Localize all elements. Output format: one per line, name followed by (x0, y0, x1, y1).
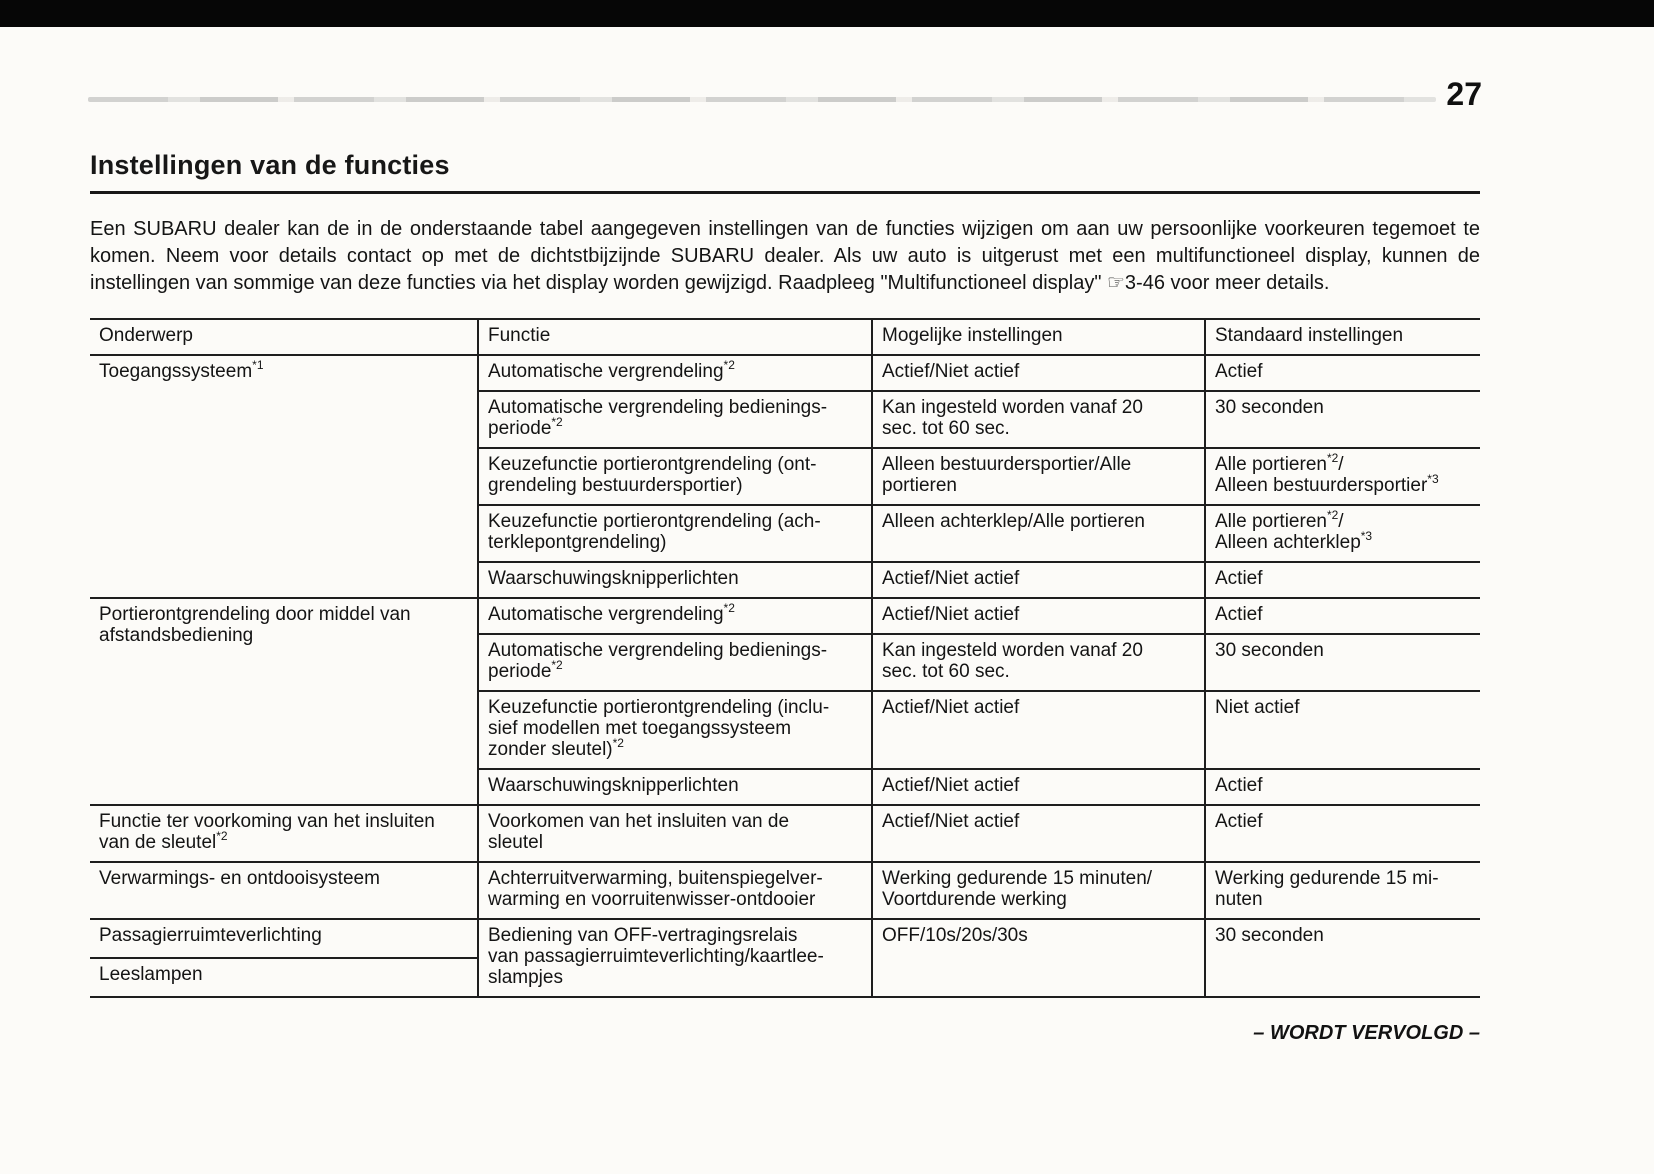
functie-cell: Achterruitverwarming, buitenspiegelver- warming en voorruitenwisser-ontdooier (478, 862, 872, 919)
functie-cell: Voorkomen van het insluiten van de sleutel (478, 805, 872, 862)
mogelijke-cell: Werking gedurende 15 minuten/ Voortdurende werking (872, 862, 1205, 919)
functie-cell: Automatische vergrendeling$^{*2}$ (478, 355, 872, 391)
functie-cell: Waarschuwingsknipperlichten (478, 769, 872, 805)
standaard-cell: 30 seconden (1205, 391, 1480, 448)
mogelijke-cell: Actief/Niet actief (872, 805, 1205, 862)
mogelijke-cell: OFF/10s/20s/30s (872, 919, 1205, 997)
mogelijke-cell: Actief/Niet actief (872, 769, 1205, 805)
mogelijke-cell: Kan ingesteld worden vanaf 20 sec. tot 60 sec. (872, 634, 1205, 691)
column-header-functie: Functie (478, 319, 872, 355)
table-header-row (90, 319, 1480, 355)
page-number: 27 (1446, 76, 1482, 112)
table-row (90, 805, 1480, 862)
functie-cell: Automatische vergrendeling$^{*2}$ (478, 598, 872, 634)
subject-cell: Toegangssysteem$^{*1}$ (90, 355, 478, 598)
subject-cell: Passagierruimteverlichting (90, 919, 478, 958)
standaard-cell: Niet actief (1205, 691, 1480, 769)
standaard-cell: Actief (1205, 562, 1480, 598)
subject-cell: Leeslampen (90, 958, 478, 997)
mogelijke-cell: Alleen bestuurdersportier/Alle portieren (872, 448, 1205, 505)
functie-cell: Automatische vergrendeling bedienings- periode$^{*2}$ (478, 634, 872, 691)
scan-artifact-line (88, 97, 1436, 102)
mogelijke-cell: Actief/Niet actief (872, 691, 1205, 769)
continued-footer: – WORDT VERVOLGD – (1253, 1022, 1480, 1044)
standaard-cell: Actief (1205, 805, 1480, 862)
functie-cell: Keuzefunctie portierontgrendeling (ont- grendeling bestuurdersportier) (478, 448, 872, 505)
standaard-cell: 30 seconden (1205, 634, 1480, 691)
subject-cell: Verwarmings- en ontdooisysteem (90, 862, 478, 919)
column-header-standaard-instellingen: Standaard instellingen (1205, 319, 1480, 355)
page-content (90, 150, 1480, 998)
top-black-bar (0, 0, 1654, 27)
intro-paragraph: Een SUBARU dealer kan de in de onderstaande tabel aangegeven instellingen van de functies wijzigen om aan uw persoonlijke voorkeuren tegemoet te komen. Neem voor details contact op met de dichtstbijzijnde SUBARU dealer. Als uw auto is uitgerust met een multifunctioneel display, kunnen de instellingen van sommige van deze functies via het display worden gewijzigd. Raadpleeg "Multifunctioneel display" ☞3-46 voor meer details. (90, 218, 1480, 294)
page-title: Instellingen van de functies (90, 150, 1480, 194)
subject-cell: Portierontgrendeling door middel van afstandsbediening (90, 598, 478, 805)
standaard-cell: Alle portieren$^{*2}$/ Alleen bestuurdersportier$^{*3}$ (1205, 448, 1480, 505)
mogelijke-cell: Actief/Niet actief (872, 562, 1205, 598)
column-header-onderwerp: Onderwerp (90, 319, 478, 355)
standaard-cell: Actief (1205, 355, 1480, 391)
table-row (90, 598, 1480, 634)
table-row (90, 919, 1480, 958)
mogelijke-cell: Kan ingesteld worden vanaf 20 sec. tot 60 sec. (872, 391, 1205, 448)
standaard-cell: Alle portieren$^{*2}$/ Alleen achterklep$^{*3}$ (1205, 505, 1480, 562)
column-header-mogelijke-instellingen: Mogelijke instellingen (872, 319, 1205, 355)
table-row (90, 355, 1480, 391)
standaard-cell: Werking gedurende 15 mi- nuten (1205, 862, 1480, 919)
subject-cell: Functie ter voorkoming van het insluiten van de sleutel$^{*2}$ (90, 805, 478, 862)
mogelijke-cell: Alleen achterklep/Alle portieren (872, 505, 1205, 562)
standaard-cell: Actief (1205, 769, 1480, 805)
table-row (90, 862, 1480, 919)
settings-table (90, 318, 1480, 998)
mogelijke-cell: Actief/Niet actief (872, 355, 1205, 391)
standaard-cell: Actief (1205, 598, 1480, 634)
functie-cell: Keuzefunctie portierontgrendeling (ach- terklepontgrendeling) (478, 505, 872, 562)
standaard-cell: 30 seconden (1205, 919, 1480, 997)
functie-cell: Bediening van OFF-vertragingsrelais van passagierruimteverlichting/kaartlee- slampjes (478, 919, 872, 997)
mogelijke-cell: Actief/Niet actief (872, 598, 1205, 634)
functie-cell: Keuzefunctie portierontgrendeling (inclu- sief modellen met toegangssysteem zonder sleutel)$^{*2}$ (478, 691, 872, 769)
functie-cell: Automatische vergrendeling bedienings- periode$^{*2}$ (478, 391, 872, 448)
functie-cell: Waarschuwingsknipperlichten (478, 562, 872, 598)
